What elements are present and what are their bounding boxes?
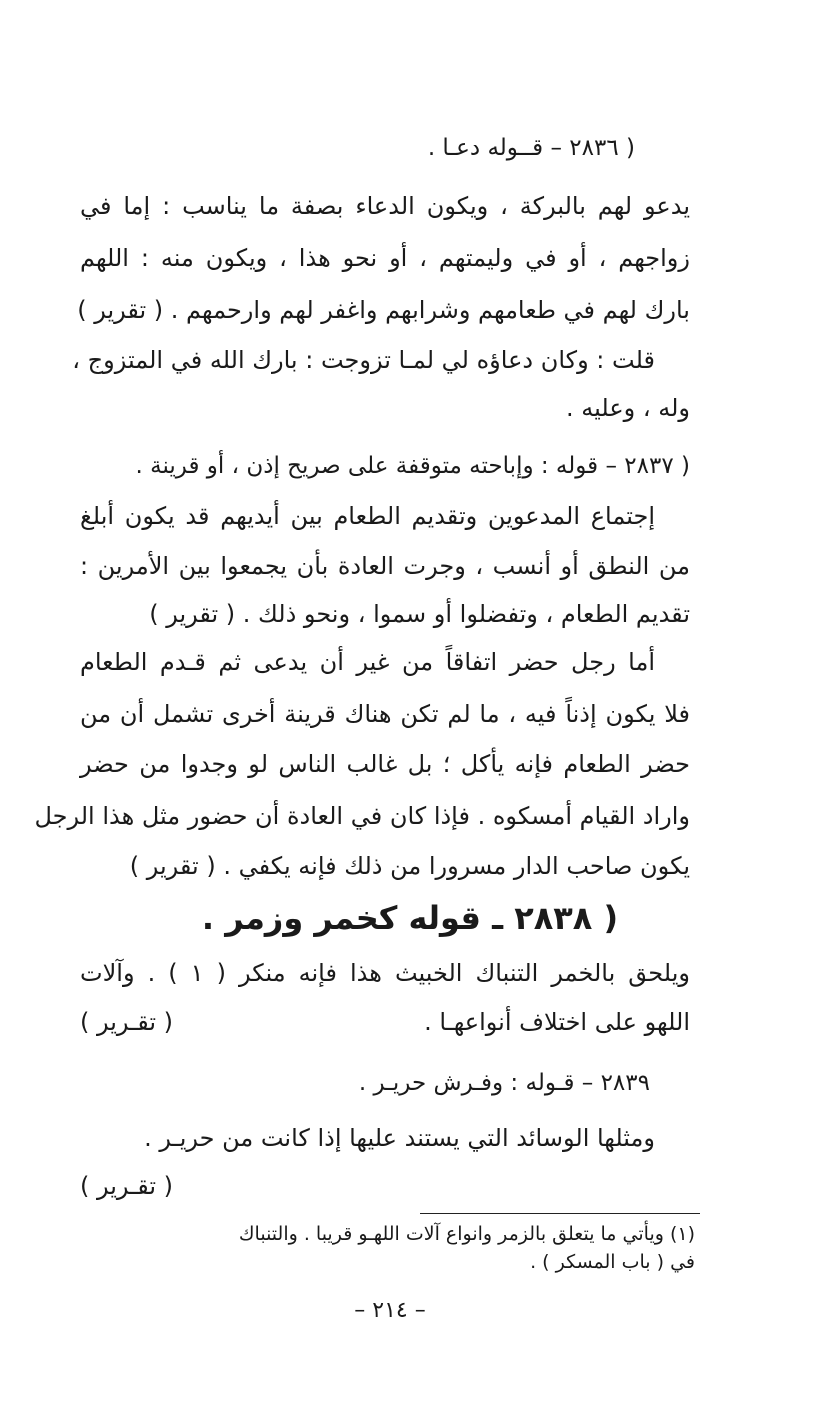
paragraph-line: واراد القيام أمسكوه . فإذا كان في العادة أن حضور مثل هذا الرجل: [34, 802, 690, 830]
paragraph-line: حضر الطعام فإنه يأكل ؛ بل غالب الناس لو وجدوا من حضر: [80, 750, 690, 778]
taqrir-note: ( تقـرير ): [80, 1008, 173, 1036]
footnote-line: في ( باب المسكر ) .: [530, 1251, 695, 1273]
paragraph-line: فلا يكون إذناً فيه ، ما لم تكن هناك قرينة أخرى تشمل أن من: [80, 700, 690, 728]
paragraph-line: اللهو على اختلاف أنواعهـا .: [424, 1008, 690, 1036]
paragraph-line: أما رجل حضر اتفاقاً من غير أن يدعى ثم قـدم الطعام: [80, 648, 655, 676]
footnote-line: (١) ويأتي ما يتعلق بالزمر وانواع آلات اللهـو قريبا . والتنباك: [238, 1223, 695, 1245]
page-number: – ٢١٤ –: [354, 1298, 426, 1323]
paragraph-line: ويلحق بالخمر التنباك الخبيث هذا فإنه منكر ( ١ ) . وآلات: [80, 959, 691, 987]
paragraph-line: ومثلها الوسائد التي يستند عليها إذا كانت من حريـر .: [144, 1124, 655, 1152]
taqrir-note: ( تقـرير ): [80, 1172, 173, 1200]
paragraph-line: بارك لهم في طعامهم وشرابهم واغفر لهم وارحمهم . ( تقرير ): [77, 296, 690, 324]
section-heading-2837: ( ٢٨٣٧ – قوله : وإباحته متوقفة على صريح إذن ، أو قرينة .: [135, 453, 690, 479]
section-heading-2838: ( ٢٨٣٨ ـ قوله كخمر وزمر .: [201, 899, 619, 937]
paragraph-line: من النطق أو أنسب ، وجرت العادة بأن يجمعوا بين الأمرين :: [80, 552, 690, 580]
paragraph-line: قلت : وكان دعاؤه لي لمـا تزوجت : بارك الله في المتزوج ،: [72, 346, 655, 374]
footnote-divider: [420, 1213, 700, 1214]
paragraph-line: يدعو لهم بالبركة ، ويكون الدعاء بصفة ما يناسب : إما في: [80, 192, 690, 220]
paragraph-line: يكون صاحب الدار مسرورا من ذلك فإنه يكفي . ( تقرير ): [129, 852, 690, 880]
paragraph-line: وله ، وعليه .: [566, 394, 690, 422]
paragraph-line: إجتماع المدعوين وتقديم الطعام بين أيديهم قد يكون أبلغ: [80, 502, 655, 530]
section-heading-2836: ( ٢٨٣٦ – قــوله دعـا .: [427, 135, 635, 161]
section-heading-2839: ٢٨٣٩ – قـوله : وفـرش حريـر .: [358, 1070, 650, 1096]
paragraph-line: تقديم الطعام ، وتفضلوا أو سموا ، ونحو ذلك . ( تقرير ): [149, 600, 690, 628]
paragraph-line: زواجهم ، أو في وليمتهم ، أو نحو هذا ، ويكون منه : اللهم: [80, 244, 690, 272]
